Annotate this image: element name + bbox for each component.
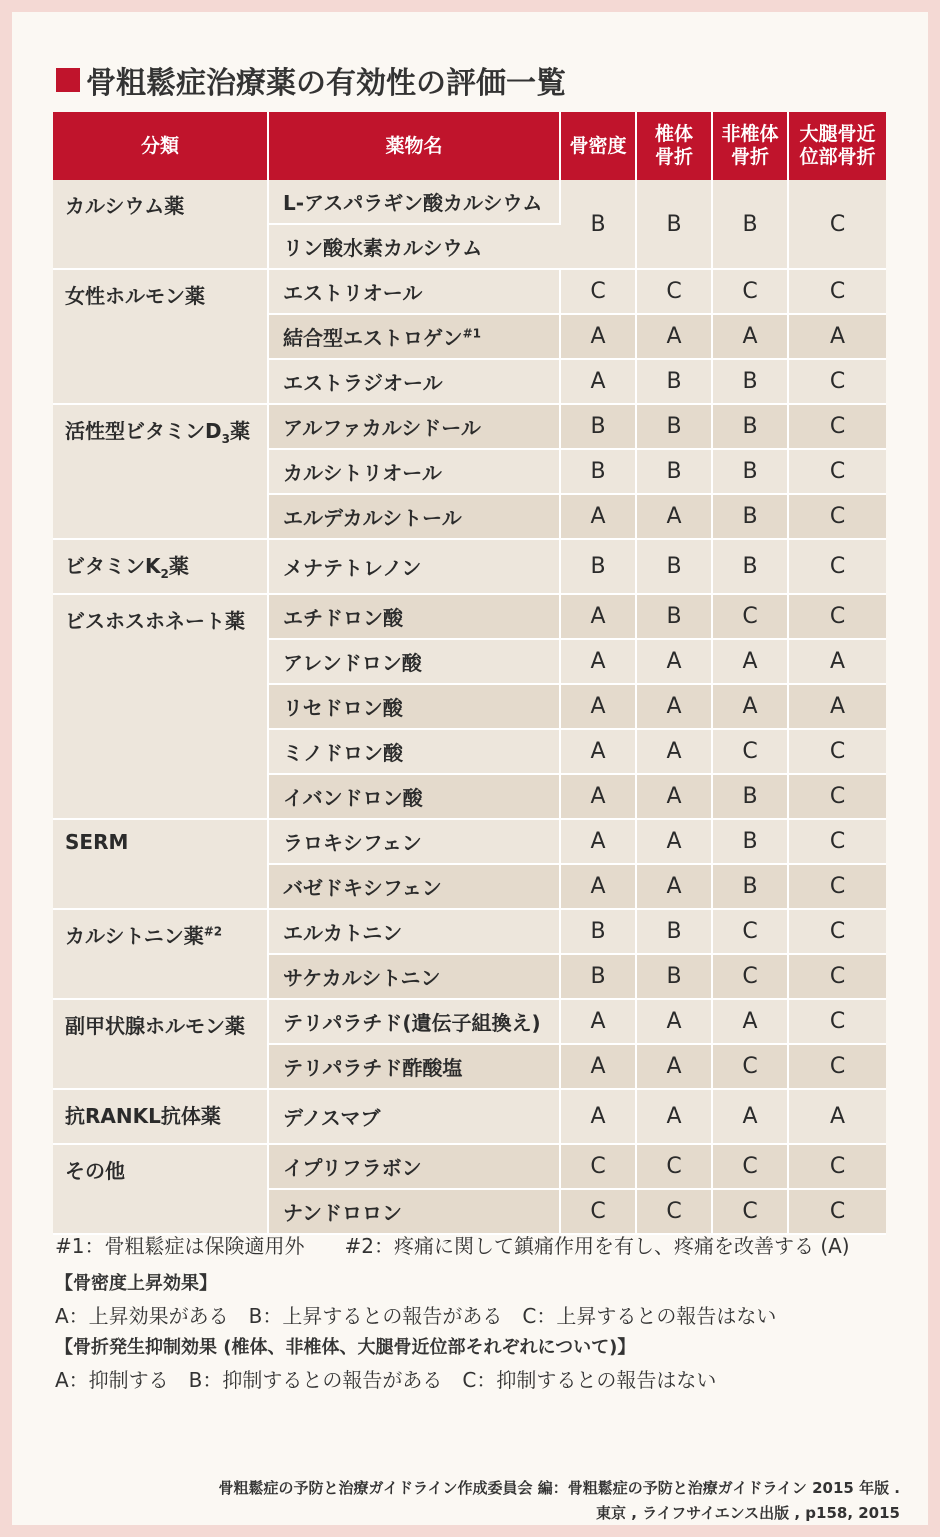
drug-cell: ナンドロロン (268, 1189, 560, 1234)
reference (218, 1476, 900, 1526)
drug-cell: デノスマブ (268, 1089, 560, 1144)
drug-cell: イプリフラボン (268, 1144, 560, 1189)
grade-vertebral: B (636, 359, 712, 404)
grade-hip: C (788, 269, 886, 314)
table-row (53, 1089, 886, 1144)
grade-nonvertebral: C (712, 729, 788, 774)
grade-bmd: B (560, 954, 636, 999)
header-vertebral (636, 112, 712, 180)
category-cell: ビスホスホネート薬 (53, 594, 268, 819)
drug-cell: アルファカルシドール (268, 404, 560, 449)
footnote-2: #2：疼痛に関して鎮痛作用を有し、疼痛を改善する (A) (344, 1234, 850, 1258)
grade-bmd: B (560, 909, 636, 954)
grade-bmd: B (560, 449, 636, 494)
category-tail: 薬 (229, 419, 250, 443)
grade-vertebral: A (636, 999, 712, 1044)
grade-nonvertebral: C (712, 1144, 788, 1189)
grade-hip: C (788, 864, 886, 909)
grade-bmd: C (560, 1144, 636, 1189)
grade-nonvertebral: C (712, 909, 788, 954)
grade-nonvertebral: A (712, 1089, 788, 1144)
category-cell (53, 539, 268, 594)
grade-bmd: A (560, 774, 636, 819)
grade-hip: C (788, 359, 886, 404)
header-hip-line1: 大腿骨近 (799, 123, 876, 145)
header-drug: 薬物名 (268, 112, 560, 180)
grade-nonvertebral: A (712, 639, 788, 684)
grade-vertebral: C (636, 1189, 712, 1234)
table-row (53, 819, 886, 864)
footnote-mark: #2 (203, 924, 223, 939)
header-vertebral-line1: 椎体 (654, 123, 693, 145)
footnote-mark: #1 (462, 326, 482, 341)
grade-hip: C (788, 1144, 886, 1189)
grade-vertebral: A (636, 1089, 712, 1144)
header-hip-line2: 位部骨折 (799, 146, 876, 168)
grade-vertebral: C (636, 1144, 712, 1189)
drug-cell: エストラジオール (268, 359, 560, 404)
grade-bmd: C (560, 269, 636, 314)
fracture-legend: A：抑制する B：抑制するとの報告がある C：抑制するとの報告はない (55, 1368, 717, 1392)
grade-vertebral: A (636, 1044, 712, 1089)
drug-cell: リセドロン酸 (268, 684, 560, 729)
grade-vertebral: A (636, 494, 712, 539)
drug-cell: リン酸水素カルシウム (268, 224, 560, 269)
grade-vertebral: B (636, 539, 712, 594)
grade-hip: C (788, 999, 886, 1044)
table-row (53, 999, 886, 1044)
grade-hip: C (788, 180, 886, 269)
drug-cell: カルシトリオール (268, 449, 560, 494)
reference-line1: 骨粗鬆症の予防と治療ガイドライン作成委員会 編：骨粗鬆症の予防と治療ガイドライン 2015 年版 . (218, 1479, 900, 1497)
category-cell: カルシウム薬 (53, 180, 268, 269)
drug-cell: イバンドロン酸 (268, 774, 560, 819)
grade-vertebral: B (636, 180, 712, 269)
grade-bmd: A (560, 819, 636, 864)
category-name: カルシトニン薬 (65, 924, 204, 948)
reference-line2: 東京 , ライフサイエンス出版 , p158, 2015 (595, 1504, 900, 1522)
header-category: 分類 (53, 112, 268, 180)
header-hip (788, 112, 886, 180)
grade-nonvertebral: B (712, 180, 788, 269)
grade-bmd: A (560, 314, 636, 359)
grade-hip: A (788, 314, 886, 359)
grade-nonvertebral: B (712, 819, 788, 864)
grade-hip: A (788, 639, 886, 684)
grade-hip: C (788, 1189, 886, 1234)
table-row (53, 180, 886, 224)
grade-bmd: A (560, 999, 636, 1044)
header-row (53, 112, 886, 180)
grade-bmd: C (560, 1189, 636, 1234)
efficacy-table (53, 112, 886, 1235)
table-row (53, 909, 886, 954)
drug-name: 結合型エストロゲン (283, 326, 463, 350)
grade-hip: C (788, 494, 886, 539)
table-row (53, 269, 886, 314)
grade-hip: C (788, 539, 886, 594)
grade-nonvertebral: B (712, 774, 788, 819)
category-cell (53, 909, 268, 999)
category-subscript: 3 (221, 432, 230, 446)
header-nonvertebral-line1: 非椎体 (721, 123, 779, 145)
category-name: ビタミンK (65, 554, 161, 578)
table-row (53, 594, 886, 639)
drug-cell: テリパラチド(遺伝子組換え) (268, 999, 560, 1044)
grade-nonvertebral: C (712, 594, 788, 639)
category-cell: 女性ホルモン薬 (53, 269, 268, 404)
header-nonvertebral-line2: 骨折 (730, 146, 769, 168)
grade-bmd: A (560, 729, 636, 774)
grade-hip: C (788, 449, 886, 494)
grade-vertebral: A (636, 639, 712, 684)
grade-nonvertebral: B (712, 539, 788, 594)
grade-vertebral: B (636, 909, 712, 954)
grade-hip: C (788, 404, 886, 449)
drug-cell: エストリオール (268, 269, 560, 314)
grade-hip: C (788, 774, 886, 819)
card (12, 12, 928, 1525)
grade-vertebral: A (636, 864, 712, 909)
drug-cell: エルカトニン (268, 909, 560, 954)
category-subscript: 2 (160, 567, 169, 581)
grade-vertebral: B (636, 594, 712, 639)
fracture-legend-heading: 【骨折発生抑制効果 (椎体、非椎体、大腿骨近位部それぞれについて)】 (55, 1337, 636, 1358)
grade-nonvertebral: C (712, 269, 788, 314)
bmd-legend: A：上昇効果がある B：上昇するとの報告がある C：上昇するとの報告はない (55, 1304, 777, 1328)
header-vertebral-line2: 骨折 (654, 146, 693, 168)
grade-nonvertebral: A (712, 684, 788, 729)
drug-cell: エチドロン酸 (268, 594, 560, 639)
grade-bmd: A (560, 864, 636, 909)
grade-nonvertebral: B (712, 864, 788, 909)
grade-nonvertebral: B (712, 404, 788, 449)
grade-hip: C (788, 954, 886, 999)
grade-hip: A (788, 1089, 886, 1144)
grade-bmd: A (560, 684, 636, 729)
drug-cell: ラロキシフェン (268, 819, 560, 864)
drug-cell: テリパラチド酢酸塩 (268, 1044, 560, 1089)
grade-vertebral: B (636, 404, 712, 449)
grade-vertebral: B (636, 449, 712, 494)
grade-bmd: A (560, 1044, 636, 1089)
footnote-1: #1：骨粗鬆症は保険適用外 (55, 1234, 305, 1258)
title-marker (56, 68, 80, 92)
category-cell: その他 (53, 1144, 268, 1234)
category-cell: SERM (53, 819, 268, 909)
title-text: 骨粗鬆症治療薬の有効性の評価一覧 (86, 66, 566, 101)
footnote-line (55, 1230, 850, 1262)
grade-hip: A (788, 684, 886, 729)
page-title (56, 58, 566, 102)
grade-bmd: A (560, 359, 636, 404)
grade-nonvertebral: A (712, 314, 788, 359)
grade-bmd: B (560, 180, 636, 269)
grade-vertebral: C (636, 269, 712, 314)
table-row (53, 404, 886, 449)
bmd-legend-heading: 【骨密度上昇効果】 (55, 1273, 217, 1294)
grade-hip: C (788, 909, 886, 954)
grade-bmd: B (560, 404, 636, 449)
grade-bmd: A (560, 594, 636, 639)
drug-cell: サケカルシトニン (268, 954, 560, 999)
category-cell: 副甲状腺ホルモン薬 (53, 999, 268, 1089)
grade-nonvertebral: C (712, 1189, 788, 1234)
drug-cell: L-アスパラギン酸カルシウム (268, 180, 560, 224)
drug-cell: バゼドキシフェン (268, 864, 560, 909)
drug-cell: メナテトレノン (268, 539, 560, 594)
grade-vertebral: A (636, 774, 712, 819)
category-tail: 薬 (168, 554, 189, 578)
table-row (53, 539, 886, 594)
grade-hip: C (788, 819, 886, 864)
grade-bmd: A (560, 639, 636, 684)
grade-bmd: B (560, 539, 636, 594)
grade-vertebral: A (636, 819, 712, 864)
drug-cell: ミノドロン酸 (268, 729, 560, 774)
grade-vertebral: A (636, 314, 712, 359)
category-cell: 抗RANKL抗体薬 (53, 1089, 268, 1144)
drug-cell (268, 314, 560, 359)
grade-nonvertebral: B (712, 359, 788, 404)
table-row (53, 1144, 886, 1189)
grade-nonvertebral: B (712, 449, 788, 494)
grade-hip: C (788, 1044, 886, 1089)
header-bmd: 骨密度 (560, 112, 636, 180)
drug-cell: アレンドロン酸 (268, 639, 560, 684)
grade-bmd: A (560, 494, 636, 539)
drug-cell: エルデカルシトール (268, 494, 560, 539)
grade-nonvertebral: B (712, 494, 788, 539)
grade-vertebral: A (636, 684, 712, 729)
category-cell (53, 404, 268, 539)
grade-bmd: A (560, 1089, 636, 1144)
grade-nonvertebral: C (712, 954, 788, 999)
grade-hip: C (788, 594, 886, 639)
notes (55, 1230, 850, 1396)
grade-nonvertebral: A (712, 999, 788, 1044)
category-name: 活性型ビタミンD (65, 419, 222, 443)
grade-hip: C (788, 729, 886, 774)
grade-nonvertebral: C (712, 1044, 788, 1089)
grade-vertebral: B (636, 954, 712, 999)
grade-vertebral: A (636, 729, 712, 774)
header-nonvertebral (712, 112, 788, 180)
